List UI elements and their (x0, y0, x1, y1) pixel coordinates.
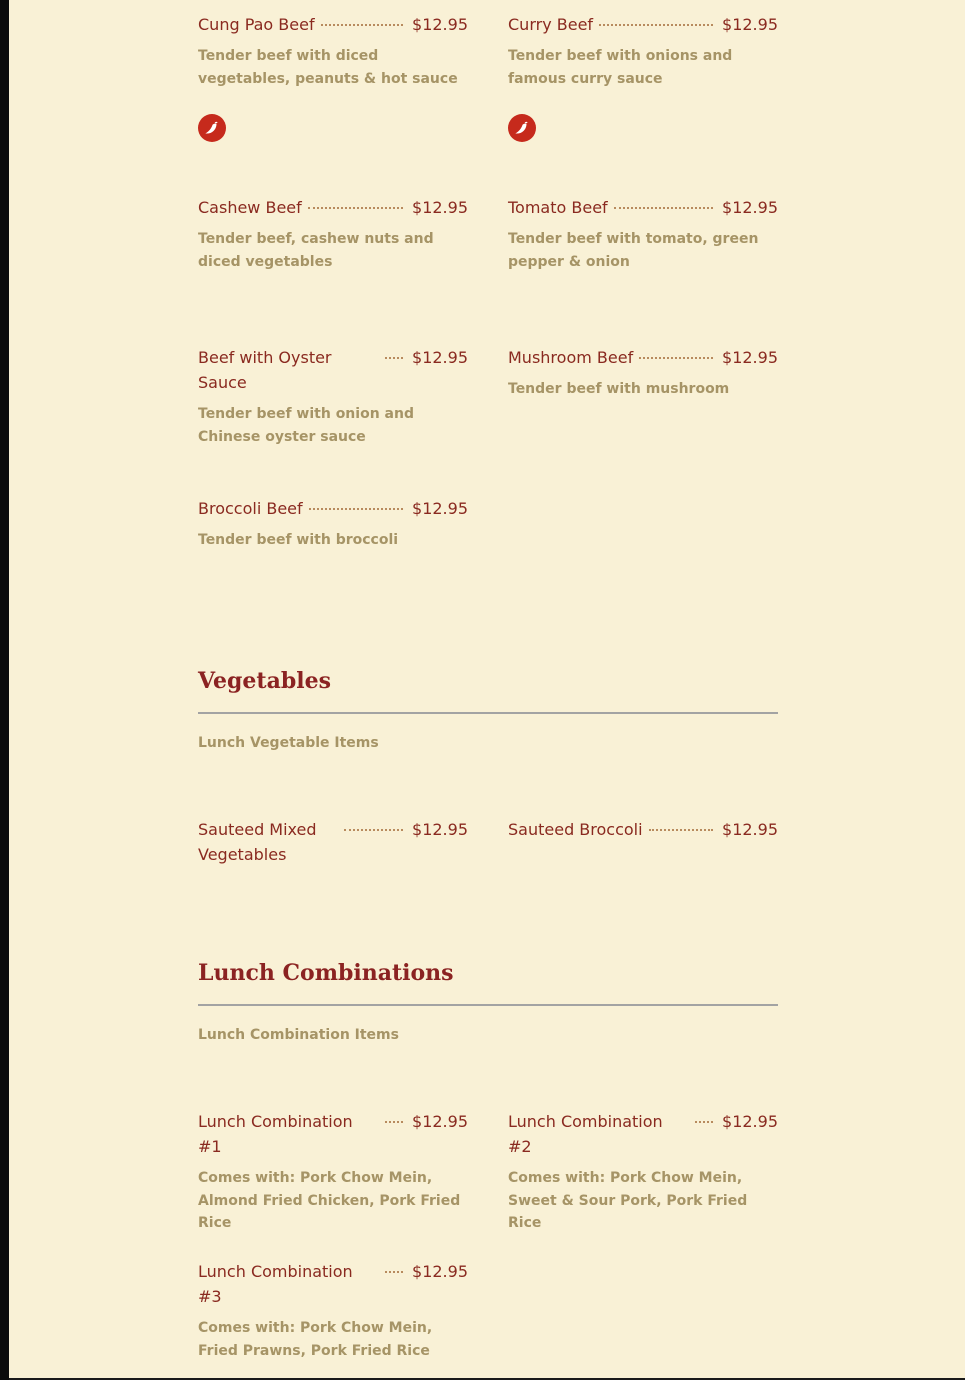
item-name: Cashew Beef (198, 198, 302, 217)
menu-item[interactable] (198, 1109, 468, 1235)
menu-item[interactable] (508, 345, 778, 401)
leader-dots (385, 1271, 403, 1273)
leader-dots (321, 24, 403, 26)
menu-item[interactable] (198, 12, 468, 90)
item-description: Tender beef, cashew nuts and diced vegetables (198, 231, 434, 270)
left-edge-bar (0, 0, 9, 1380)
menu-item[interactable] (508, 817, 778, 842)
leader-dots (649, 829, 713, 831)
item-name: Lunch Combination #1 (198, 1112, 353, 1156)
section-title-lunch-combinations: Lunch Combinations (198, 960, 454, 986)
item-name: Broccoli Beef (198, 499, 303, 518)
menu-item[interactable] (198, 1259, 468, 1362)
leader-dots (599, 24, 713, 26)
section-subtitle: Lunch Vegetable Items (198, 735, 379, 751)
item-price: $12.95 (722, 15, 778, 34)
item-name: Sauteed Broccoli (508, 820, 643, 839)
leader-dots (385, 357, 403, 359)
leader-dots (614, 207, 713, 209)
item-description: Tender beef with onion and Chinese oyster sauce (198, 406, 414, 445)
item-name: Lunch Combination #3 (198, 1262, 353, 1306)
leader-dots (695, 1121, 713, 1123)
item-name: Sauteed Mixed Vegetables (198, 820, 317, 864)
item-price: $12.95 (412, 15, 468, 34)
item-description: Tender beef with onions and famous curry sauce (508, 48, 733, 87)
item-description: Comes with: Pork Chow Mein, Sweet & Sour Pork, Pork Fried Rice (508, 1170, 748, 1231)
item-price: $12.95 (412, 198, 468, 217)
item-description: Tender beef with tomato, green pepper & onion (508, 231, 759, 270)
leader-dots (308, 207, 403, 209)
item-name: Cung Pao Beef (198, 15, 315, 34)
item-name: Tomato Beef (508, 198, 608, 217)
item-price: $12.95 (722, 1112, 778, 1131)
menu-item[interactable] (198, 496, 468, 552)
item-description: Tender beef with mushroom (508, 381, 730, 397)
menu-item[interactable] (198, 195, 468, 273)
item-description: Tender beef with diced vegetables, peanuts & hot sauce (198, 48, 458, 87)
item-name: Beef with Oyster Sauce (198, 348, 332, 392)
leader-dots (309, 508, 403, 510)
menu-item[interactable] (508, 1109, 778, 1235)
item-name: Lunch Combination #2 (508, 1112, 663, 1156)
item-name: Mushroom Beef (508, 348, 634, 367)
section-divider (198, 712, 778, 714)
item-price: $12.95 (722, 198, 778, 217)
chili-pepper-icon (198, 114, 226, 142)
menu-item[interactable] (508, 12, 778, 90)
leader-dots (344, 829, 403, 831)
item-price: $12.95 (412, 1262, 468, 1281)
item-description: Comes with: Pork Chow Mein, Fried Prawns, Pork Fried Rice (198, 1320, 433, 1359)
item-price: $12.95 (412, 1112, 468, 1131)
item-price: $12.95 (412, 499, 468, 518)
item-price: $12.95 (722, 348, 778, 367)
item-description: Tender beef with broccoli (198, 532, 399, 548)
menu-item[interactable] (198, 817, 468, 867)
item-name: Curry Beef (508, 15, 594, 34)
item-price: $12.95 (722, 820, 778, 839)
leader-dots (639, 357, 713, 359)
chili-pepper-icon (508, 114, 536, 142)
leader-dots (385, 1121, 403, 1123)
item-price: $12.95 (412, 348, 468, 367)
item-price: $12.95 (412, 820, 468, 839)
menu-item[interactable] (198, 345, 468, 448)
section-title-vegetables: Vegetables (198, 668, 331, 694)
section-divider (198, 1004, 778, 1006)
section-subtitle: Lunch Combination Items (198, 1027, 399, 1043)
menu-item[interactable] (508, 195, 778, 273)
item-description: Comes with: Pork Chow Mein, Almond Fried Chicken, Pork Fried Rice (198, 1170, 461, 1231)
